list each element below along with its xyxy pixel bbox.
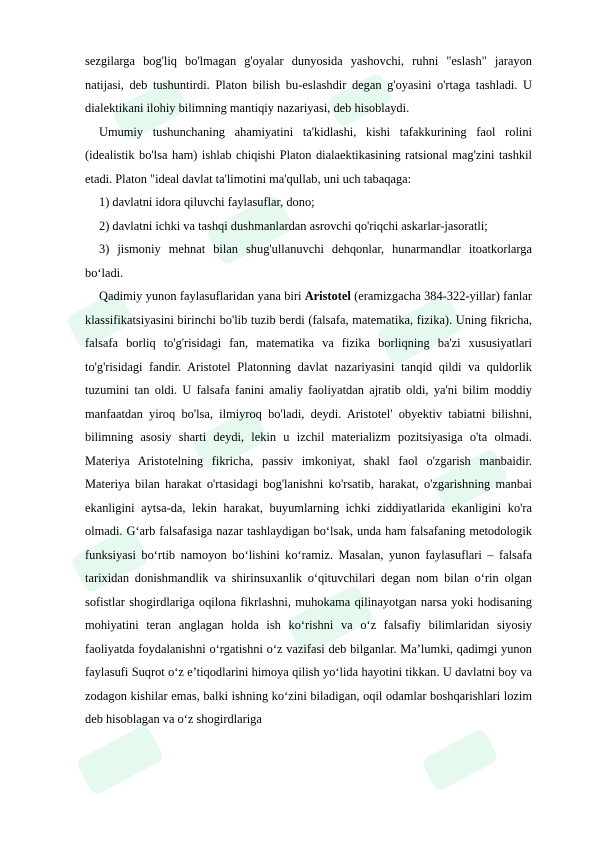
list-item-1: 1) davlatni idora qiluvchi faylasuflar, dono; <box>99 195 315 209</box>
aristotle-name: Aristotel <box>304 289 351 303</box>
paragraph-1: sezgilarga bog'liq bo'lmagan g'oyalar dunyosida yashovchi, ruhni "eslash" jarayon natijasi, deb tushuntirdi. Platon bilish bu-eslashdir degan g'oyasini o'rtaga tashladi. U dialektikani ilohiy bilimning mantiqiy nazariyasi, deb hisoblaydi. <box>85 54 532 115</box>
paragraph-aristotle-body: (eramizgacha 384-322-yillar) fanlar klassifikatsiyasini birinchi bo'lib tuzib berdi (falsafa, matematika, fizika). Uning fikricha, falsafa borliq to'g'risidagi fan, matematika va fizika borliqning ba'zi xususiyatlari to'g'risidagi fandir. Aristotel Platonning davlat nazariyasini tanqid qildi va quldorlik tuzumini tan oldi. U falsafa fanini amaliy faoliyatdan ajratib oldi, ya'ni bilim moddiy manfaatdan yiroq bo'lsa, ilmiyroq bo'ladi, deydi. Aristotel' obyektiv tabiatni bilishni, bilimning asosiy sharti deydi, lekin u izchil materializm pozitsiyasiga o'ta olmadi. Materiya Aristotelning fikricha, passiv imkoniyat, shakl faol o'zgarish manbaidir. Materiya bilan harakat o'rtasidagi bog'lanishni ko'rsatib, harakat, o'zgarishning manbai ekanligini aytsa-da, lekin harakat, buyumlarning ichki ziddiyatlarida ekanligini ko'ra olmadi. G‘arb falsafasiga nazar tashlaydigan bo‘lsak, unda ham falsafaning metodologik funksiyasi bo‘rtib namoyon bo‘lishini ko‘ramiz. Masalan, yunon faylasuflari – falsafa tarixidan donishmandlik va shirinsuxanlik o‘qituvchilari degan nom bilan o‘rin olgan sofistlar shogirdlariga oqilona fikrlashni, muhokama qilinayotgan narsa yoki hodisaning mohiyatini teran anglagan holda ish ko‘rishni va o‘z falsafiy bilimlaridan siyosiy faoliyatda foydalanishni o‘rgatishni o‘z vazifasi deb bilganlar. Ma’lumki, qadimgi yunon faylasufi Suqrot o‘z e’tiqodlarini himoya qilish yo‘lida hayotini tikkan. U davlatni boy va zodagon kishilar emas, balki ishning ko‘zini biladigan, oqil odamlar boshqarishlari lozim deb hisoblagan va o‘z shogirdlariga <box>85 289 532 726</box>
list-item-2: 2) davlatni ichki va tashqi dushmanlardan asrovchi qo'riqchi askarlar-jasoratli; <box>99 218 488 233</box>
paragraph-aristotle <box>85 285 532 732</box>
watermark-mark-11 <box>421 728 500 793</box>
list-item-3: 3) jismoniy mehnat bilan shug'ullanuvchi dehqonlar, hunarmandlar itoatkorlarga bo‘ladi. <box>85 242 532 280</box>
paragraph-aristotle-intro: Qadimiy yunon faylasuflaridan yana biri <box>99 289 305 303</box>
document-page <box>85 50 532 732</box>
paragraph-2: Umumiy tushunchaning ahamiyatini ta'kidlashi, kishi tafakkurining faol rolini (idealistik bo'lsa ham) ishlab chiqishi Platon dialaektikasining ratsional mag'zini tashkil etadi. Platon "ideal davlat ta'limotini ma'qullab, uni uch tabaqaga: <box>85 124 532 186</box>
watermark-mark-10 <box>75 724 164 797</box>
